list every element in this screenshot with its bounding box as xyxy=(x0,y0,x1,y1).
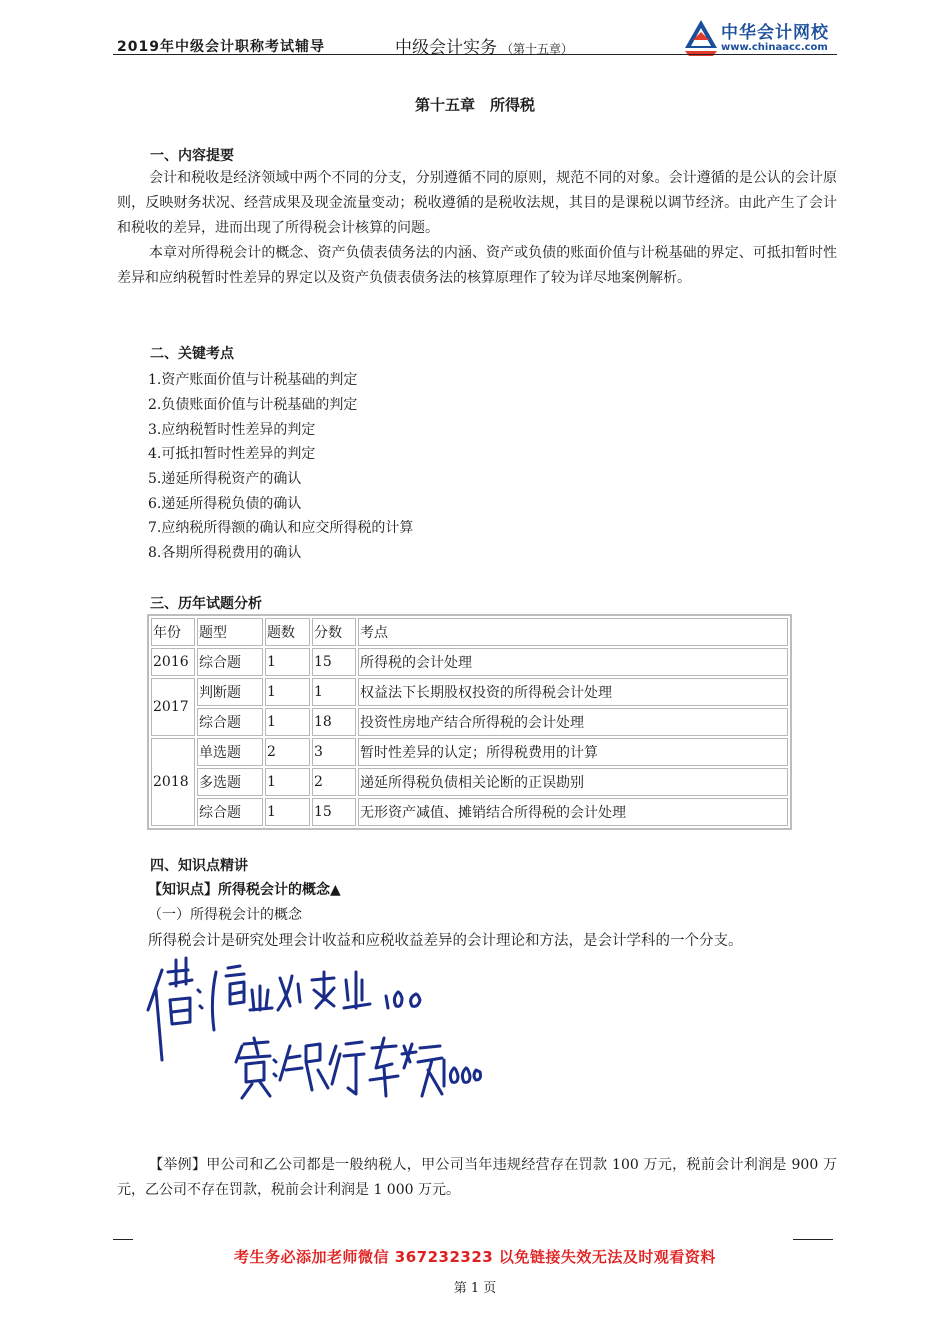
point-cell: 递延所得税负债相关论断的正误勘别 xyxy=(358,768,788,796)
table-row xyxy=(151,708,788,736)
key-point-item: 3.应纳税暂时性差异的判定 xyxy=(148,422,316,438)
section1-heading: 一、内容提要 xyxy=(150,148,234,164)
score-cell: 1 xyxy=(312,678,356,706)
year-cell: 2018 xyxy=(151,738,195,826)
key-point-item: 4.可抵扣暂时性差异的判定 xyxy=(148,446,316,462)
key-point-item: 1.资产账面价值与计税基础的判定 xyxy=(148,372,358,388)
header-divider xyxy=(113,54,837,55)
score-cell: 15 xyxy=(312,648,356,676)
chapter-title: 第十五章 所得税 xyxy=(414,96,535,114)
chapter-sub: （第十五章） xyxy=(501,42,574,56)
year-cell: 2017 xyxy=(151,678,195,736)
table-header-cell: 分数 xyxy=(312,618,356,646)
year-cell: 2016 xyxy=(151,648,195,676)
count-cell: 1 xyxy=(265,678,310,706)
key-point-item: 6.递延所得税负债的确认 xyxy=(148,496,302,512)
key-point-item: 8.各期所得税费用的确认 xyxy=(148,545,302,561)
page-number: 第 1 页 xyxy=(453,1281,497,1296)
section1-para2: 本章对所得税会计的概念、资产负债表债务法的内涵、资产或负债的账面价值与计税基础的界定、可抵扣暂时性差异和应纳税暂时性差异的界定以及资产负债表债务法的核算原理作了较为详尽地案例解析。 xyxy=(117,245,837,286)
point-cell: 暂时性差异的认定；所得税费用的计算 xyxy=(358,738,788,766)
table-row xyxy=(151,738,788,766)
example-paragraph xyxy=(117,1153,837,1203)
example-text: 甲公司和乙公司都是一般纳税人，甲公司当年违规经营存在罚款 100 万元，税前会计利润是 900 万元，乙公司不存在罚款，税前会计利润是 1 000 万元。 xyxy=(117,1157,838,1198)
logo-name: 中华会计网校 xyxy=(721,23,829,43)
example-tag: 【举例】 xyxy=(149,1157,207,1173)
section4-heading: 四、知识点精讲 xyxy=(150,858,248,874)
score-cell: 3 xyxy=(312,738,356,766)
logo-url: www.chinaacc.com xyxy=(721,42,828,53)
handwritten-journal-entry xyxy=(140,950,500,1110)
section2-heading: 二、关键考点 xyxy=(150,346,234,362)
count-cell: 1 xyxy=(265,798,310,826)
footer-line-right xyxy=(793,1239,833,1240)
subsection-title: （一）所得税会计的概念 xyxy=(148,907,302,923)
definition-text: 所得税会计是研究处理会计收益和应税收益差异的会计理论和方法，是会计学科的一个分支。 xyxy=(148,933,743,949)
table-row xyxy=(151,768,788,796)
type-cell: 综合题 xyxy=(197,798,263,826)
table-header-cell: 题数 xyxy=(265,618,310,646)
table-header-cell: 题型 xyxy=(197,618,263,646)
score-cell: 2 xyxy=(312,768,356,796)
count-cell: 1 xyxy=(265,708,310,736)
table-header-cell: 考点 xyxy=(358,618,788,646)
table-header-row xyxy=(151,618,788,646)
type-cell: 综合题 xyxy=(197,648,263,676)
score-cell: 15 xyxy=(312,798,356,826)
key-point-item: 2.负债账面价值与计税基础的判定 xyxy=(148,397,358,413)
section1-para1: 会计和税收是经济领域中两个不同的分支，分别遵循不同的原则，规范不同的对象。会计遵循的是公认的会计原则，反映财务状况、经营成果及现金流量变动；税收遵循的是税收法规，其目的是课税以调节经济。由此产生了会计和税收的差异，进而出现了所得税会计核算的问题。 xyxy=(117,170,837,236)
type-cell: 判断题 xyxy=(197,678,263,706)
footer-line-left xyxy=(113,1239,133,1240)
point-cell: 无形资产减值、摊销结合所得税的会计处理 xyxy=(358,798,788,826)
score-cell: 18 xyxy=(312,708,356,736)
table-header-cell: 年份 xyxy=(151,618,195,646)
knowledge-point-title: 【知识点】所得税会计的概念▲ xyxy=(148,882,341,898)
key-point-item: 5.递延所得税资产的确认 xyxy=(148,471,302,487)
course-title: 中级会计实务 xyxy=(395,38,497,58)
logo-mark-icon xyxy=(683,18,719,58)
header-left-text: 2019年中级会计职称考试辅导 xyxy=(117,39,325,55)
type-cell: 单选题 xyxy=(197,738,263,766)
table-row xyxy=(151,648,788,676)
section3-heading: 三、历年试题分析 xyxy=(150,596,262,612)
footer-notice: 考生务必添加老师微信 367232323 以免链接失效无法及时观看资料 xyxy=(234,1248,716,1266)
key-point-item: 7.应纳税所得额的确认和应交所得税的计算 xyxy=(148,520,414,536)
count-cell: 1 xyxy=(265,648,310,676)
point-cell: 权益法下长期股权投资的所得税会计处理 xyxy=(358,678,788,706)
table-row xyxy=(151,678,788,706)
table-row xyxy=(151,798,788,826)
type-cell: 综合题 xyxy=(197,708,263,736)
type-cell: 多选题 xyxy=(197,768,263,796)
point-cell: 投资性房地产结合所得税的会计处理 xyxy=(358,708,788,736)
point-cell: 所得税的会计处理 xyxy=(358,648,788,676)
count-cell: 2 xyxy=(265,738,310,766)
count-cell: 1 xyxy=(265,768,310,796)
exam-history-table xyxy=(147,614,792,830)
